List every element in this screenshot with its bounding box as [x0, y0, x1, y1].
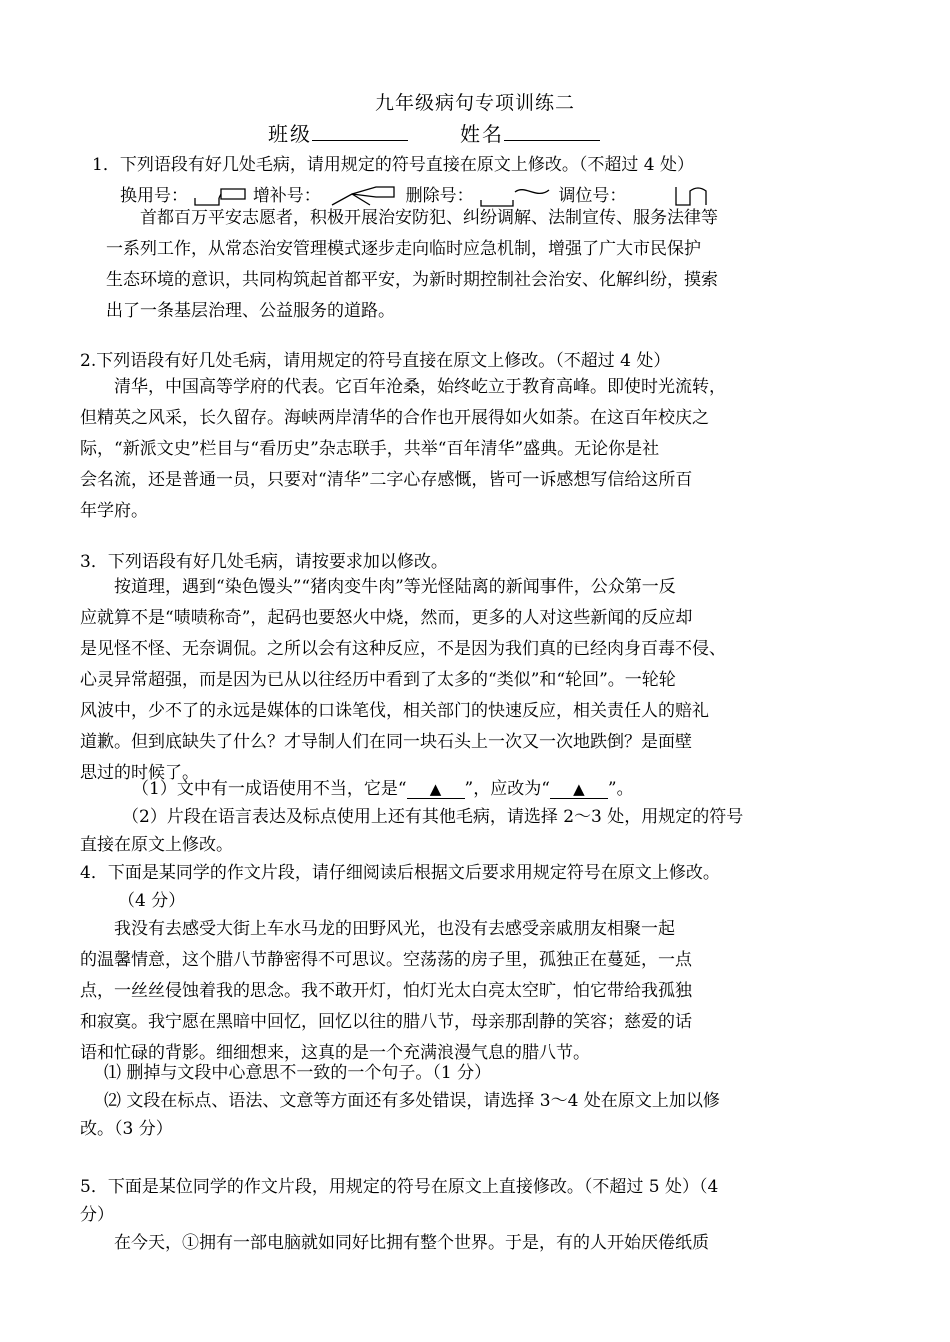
- q2-line: 际，“新派文史”栏目与“看历史”杂志联手，共举“百年清华”盛典。无论你是社: [80, 439, 660, 459]
- q4-line: 的温馨情意，这个腊八节静密得不可思议。空荡荡的房子里，孤独正在蔓延，一点: [80, 950, 692, 970]
- q1-line: 出了一条基层治理、公益服务的道路。: [106, 301, 395, 321]
- delete-symbol-label: 删除号：: [405, 186, 474, 206]
- q4-stem: 4．下面是某同学的作文片段，请仔细阅读后根据文后要求用规定符号在原文上修改。: [80, 863, 720, 883]
- q4-score: （4 分）: [118, 891, 186, 911]
- name-label: 姓名: [460, 122, 504, 146]
- q3-sub2-line2: 直接在原文上修改。: [80, 835, 233, 855]
- q3-stem: 3．下列语段有好几处毛病，请按要求加以修改。: [80, 552, 448, 572]
- q2-passage: [80, 372, 880, 527]
- q3-line: 应就算不是“啧啧称奇”，起码也要怒火中烧，然而，更多的人对这些新闻的反应却: [80, 608, 693, 628]
- q4-sub2-line2: 改。（3 分）: [80, 1119, 173, 1139]
- q3-line: 是见怪不怪、无奈调侃。之所以会有这种反应，不是因为我们真的已经肉身百毒不侵、: [80, 639, 726, 659]
- student-info-row: [268, 118, 600, 147]
- q1-line: 生态环境的意识，共同构筑起首都平安，为新时期控制社会治安、化解纠纷，摸索: [106, 270, 718, 290]
- q3-passage: [80, 572, 880, 789]
- q4-line: 语和忙碌的背影。细细想来，这真的是一个充满浪漫气息的腊八节。: [80, 1043, 590, 1063]
- q3-answer-blank-2[interactable]: ▲: [550, 780, 608, 799]
- class-blank[interactable]: [312, 120, 408, 141]
- q4-line: 点，一丝丝侵蚀着我的思念。我不敢开灯，怕灯光太白亮太空旷，怕它带给我孤独: [80, 981, 692, 1001]
- q5-passage: [80, 1228, 880, 1259]
- q1-line: 一系列工作，从常态治安管理模式逐步走向临时应急机制，增强了广大市民保护: [106, 239, 701, 259]
- class-label: 班级: [268, 122, 312, 146]
- q3-sub1-mid: ”，应改为“: [464, 779, 550, 799]
- q3-answer-blank-1[interactable]: ▲: [407, 780, 465, 799]
- q2-stem: 2.下列语段有好几处毛病，请用规定的符号直接在原文上修改。（不超过 4 处）: [80, 351, 671, 371]
- swap-symbol-label: 调位号：: [558, 186, 627, 206]
- q5-line: 在今天，①拥有一部电脑就如同好比拥有整个世界。于是，有的人开始厌倦纸质: [114, 1233, 709, 1253]
- q3-line: 按道理，遇到“染色馒头”“猪肉变牛肉”等光怪陆离的新闻事件，公众第一反: [114, 577, 676, 597]
- q3-sub2-line1: （2）片段在语言表达及标点使用上还有其他毛病，请选择 2～3 处，用规定的符号: [122, 807, 744, 827]
- page-title: 九年级病句专项训练二: [374, 92, 575, 114]
- insert-symbol-label: 增补号：: [252, 186, 321, 206]
- q5-stem-line1: 5．下面是某位同学的作文片段，用规定的符号在原文上直接修改。（不超过 5 处）（4: [80, 1177, 719, 1197]
- q1-stem: 1．下列语段有好几处毛病，请用规定的符号直接在原文上修改。（不超过 4 处）: [92, 155, 694, 175]
- q1-passage: [106, 203, 876, 327]
- q2-line: 但精英之风采，长久留存。海峡两岸清华的合作也开展得如火如荼。在这百年校庆之: [80, 408, 709, 428]
- name-blank[interactable]: [504, 120, 600, 141]
- q4-sub2-line1: ⑵ 文段在标点、语法、文意等方面还有多处错误，请选择 3～4 处在原文上加以修: [104, 1091, 720, 1111]
- q3-sub1-suffix: ”。: [607, 779, 634, 799]
- q4-sub1: ⑴ 删掉与文段中心意思不一致的一个句子。（1 分）: [104, 1063, 492, 1083]
- q1-line: 首都百万平安志愿者，积极开展治安防犯、纠纷调解、法制宣传、服务法律等: [140, 208, 718, 228]
- q3-line: 心灵异常超强，而是因为已从以往经历中看到了太多的“类似”和“轮回”。一轮轮: [80, 670, 676, 690]
- q4-line: 和寂寞。我宁愿在黑暗中回忆，回忆以往的腊八节，母亲那刮静的笑容；慈爱的话: [80, 1012, 692, 1032]
- q4-line: 我没有去感受大街上车水马龙的田野风光，也没有去感受亲戚朋友相聚一起: [114, 919, 675, 939]
- q2-line: 年学府。: [80, 501, 148, 521]
- q2-line: 清华，中国高等学府的代表。它百年沧桑，始终屹立于教育高峰。即使时光流转，: [114, 377, 726, 397]
- q4-passage: [80, 914, 880, 1069]
- q5-stem-line2: 分）: [80, 1205, 114, 1225]
- q3-line: 风波中，少不了的永远是媒体的口诛笔伐，相关部门的快速反应，相关责任人的赔礼: [80, 701, 709, 721]
- q3-line: 道歉。但到底缺失了什么？才导制人们在同一块石头上一次又一次地跌倒？是面壁: [80, 732, 692, 752]
- q3-line: 思过的时候了。: [80, 763, 199, 783]
- q3-sub1: [132, 774, 634, 799]
- q2-line: 会名流，还是普通一员，只要对“清华”二字心存感慨，皆可一诉感想写信给这所百: [80, 470, 693, 490]
- q3-sub1-prefix: （1）文中有一成语使用不当，它是“: [132, 779, 407, 799]
- replace-symbol-label: 换用号：: [120, 186, 188, 206]
